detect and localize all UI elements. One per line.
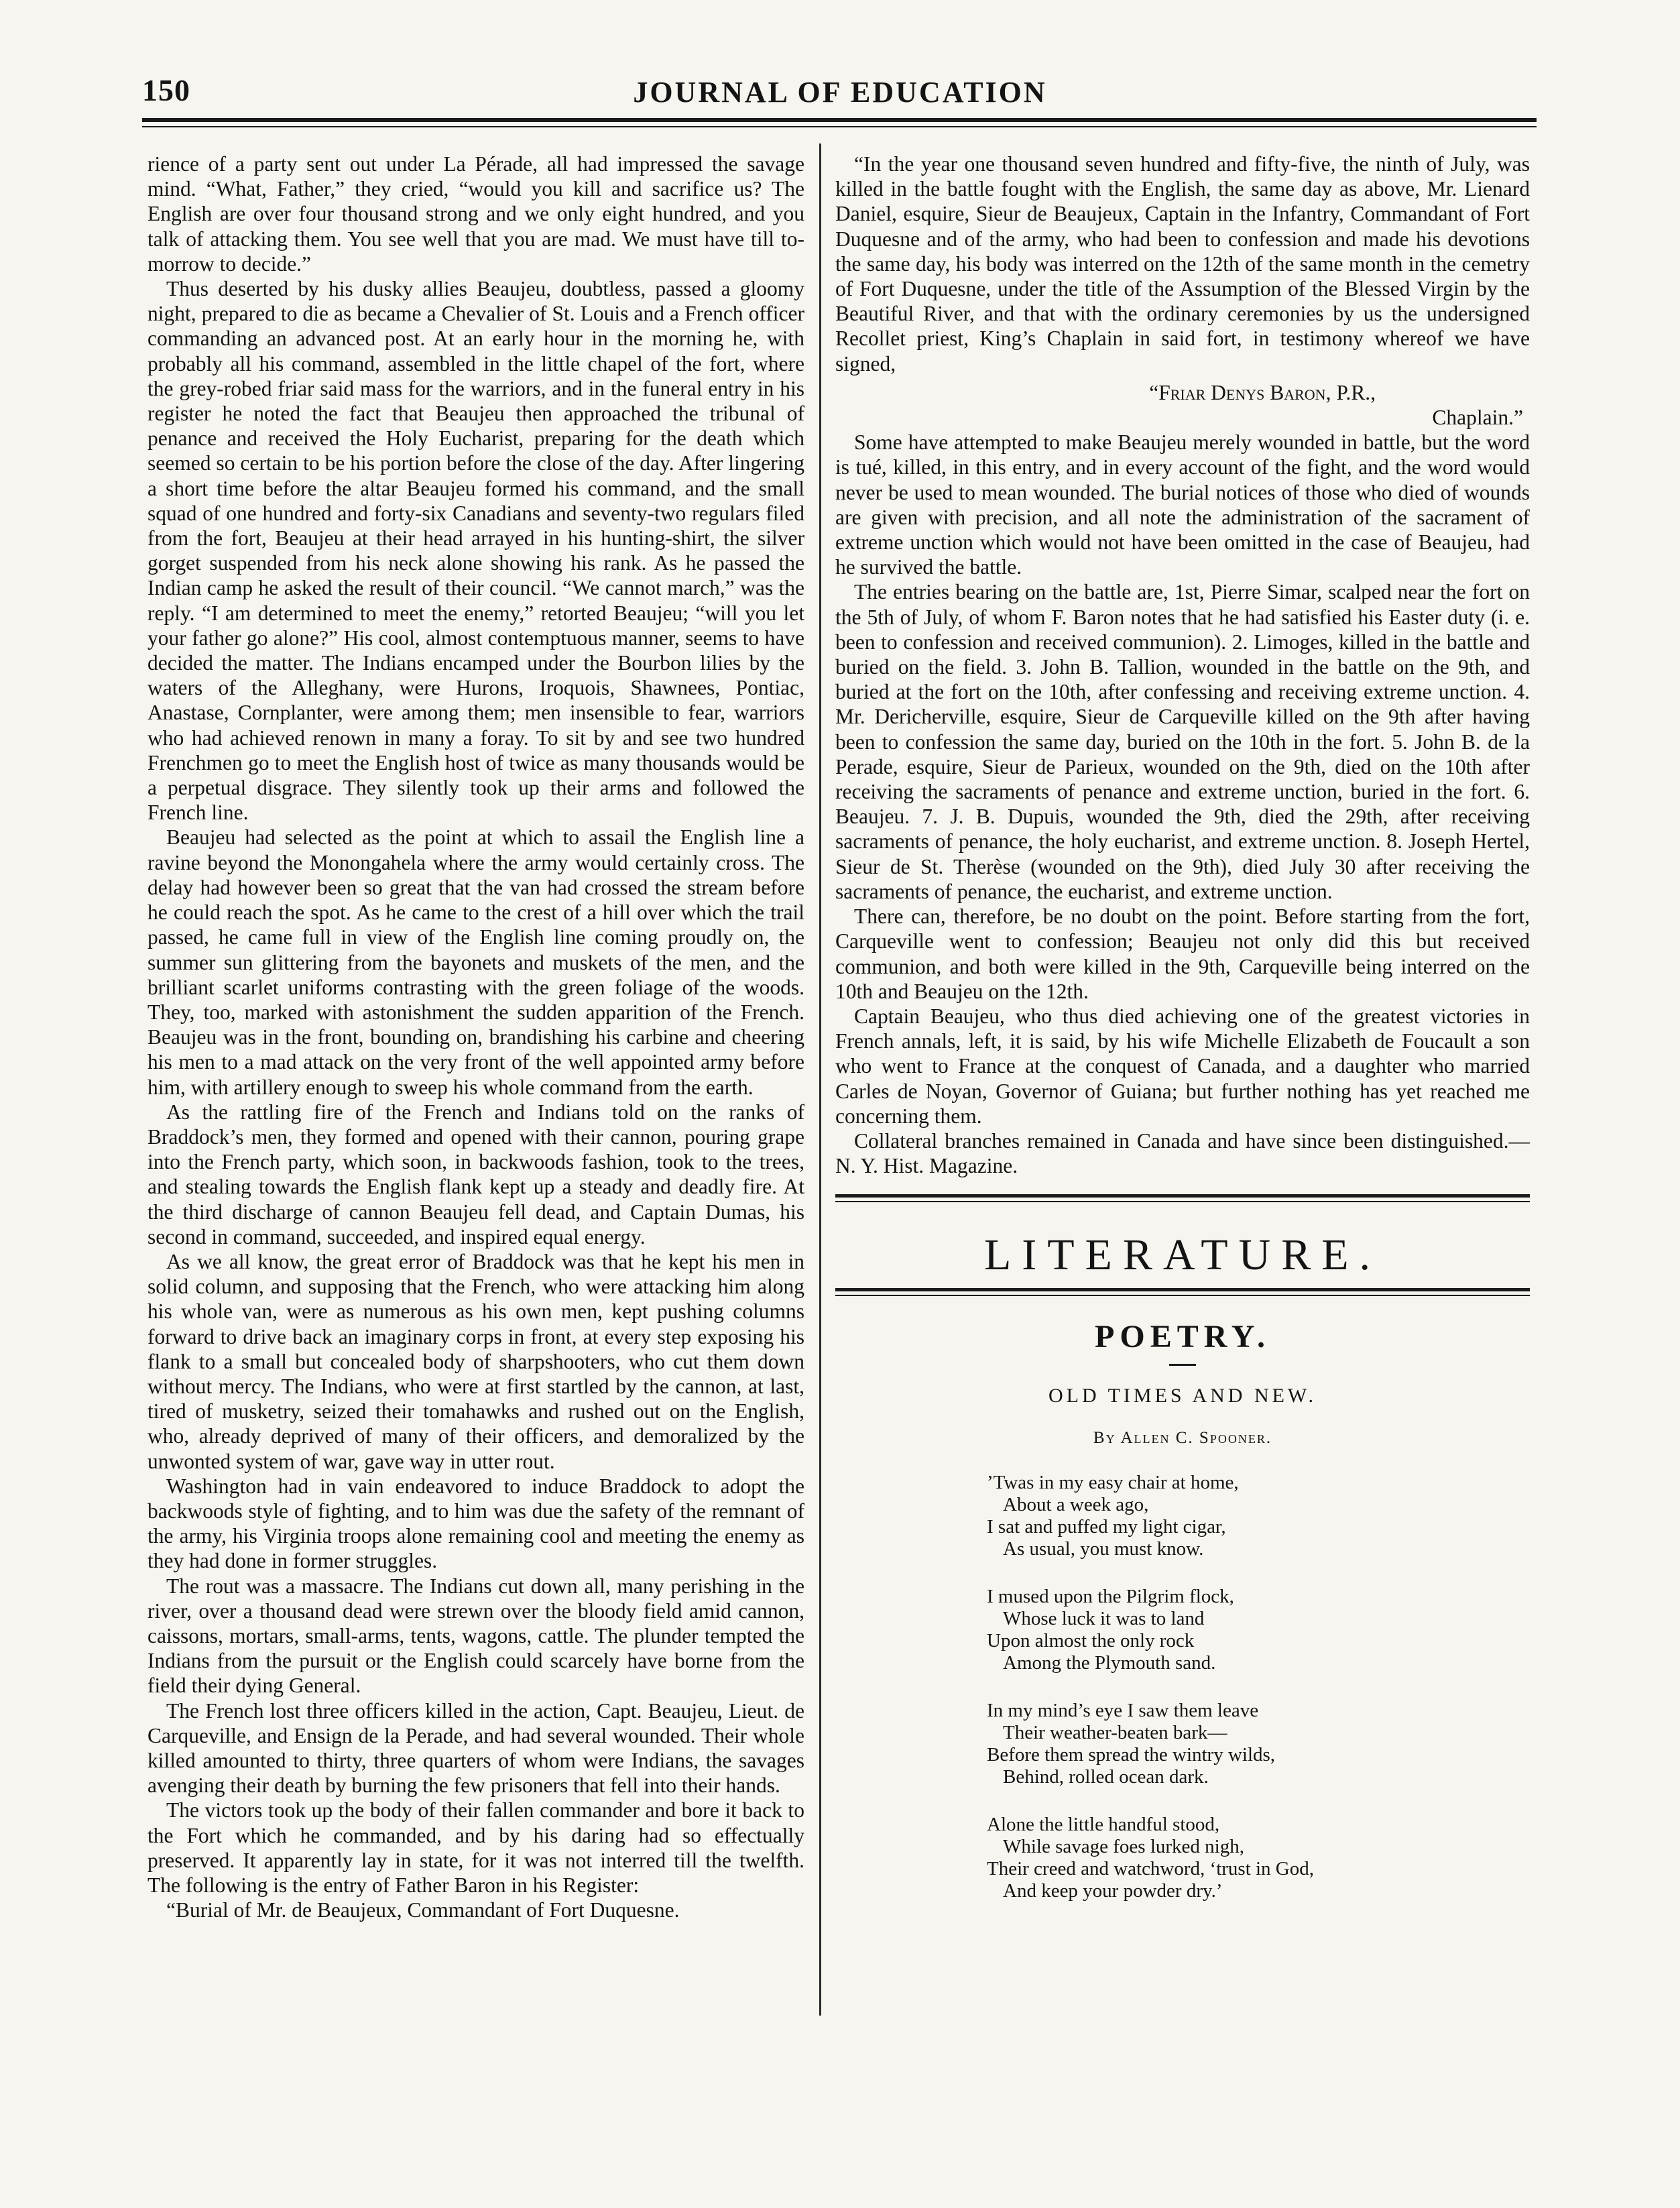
verse-line: I sat and puffed my light cigar, xyxy=(987,1516,1226,1538)
short-rule xyxy=(1169,1364,1196,1366)
register-entry: “In the year one thousand seven hundred and fifty-five, the ninth of July, was killed in the battle fought with the English, the same day as above, Mr. Lienard Daniel, esquire, Sieur de Beaujeux, Captain in the Infantry, Commandant of Fort Duquesne and of the army, who had been to confession and made his devotions the same day, his body was interred on the 12th of the same month in the cemetry of Fort Duquesne, under the title of the Assumption of the Blessed Virgin by the Beautiful River, and that with the ordinary ceremonies by us the undersigned Recollet priest, King’s Chaplain in said fort, in testimony whereof we have signed, xyxy=(835,152,1530,375)
verse-line: As usual, you must know. xyxy=(1003,1538,1204,1560)
paragraph: The victors took up the body of their fallen commander and bore it back to the Fort which he commanded, and by his daring had so effectually preserved. It apparently lay in state, for it was not interred till the twelfth. The following is the entry of Father Baron in his Register: xyxy=(147,1798,804,1898)
paragraph: rience of a party sent out under La Pérade, all had impressed the savage mind. “What, Father,” they cried, “would you kill and sacrifice us? The English are over four thousand strong and we only eight hundred, and you talk of attacking them. You see well that you are mad. We must have till to-morrow to decide.” xyxy=(147,152,804,276)
section-rule xyxy=(835,1201,1530,1202)
section-rule xyxy=(835,1194,1530,1198)
paragraph: The rout was a massacre. The Indians cut down all, many perishing in the river, over a thousand dead were strewn over the bloody field amid cannon, caissons, mortars, small-arms, tents, wagons, cattle. The plunder tempted the Indians from the pursuit or the English could scarcely have borne from the field their dying General. xyxy=(147,1574,804,1698)
stanza xyxy=(987,1814,1530,1902)
header-rule-thick xyxy=(142,118,1537,122)
signature-name: “Friar Denys Baron, P.R., xyxy=(1149,380,1376,404)
running-head-title: JOURNAL OF EDUCATION xyxy=(633,76,1047,109)
verse-line: Upon almost the only rock xyxy=(987,1630,1195,1652)
verse-line: Alone the little handful stood, xyxy=(987,1814,1220,1836)
section-rule xyxy=(835,1288,1530,1291)
verse-line: About a week ago, xyxy=(1003,1494,1149,1516)
register-heading: “Burial of Mr. de Beaujeux, Commandant of Fort Duquesne. xyxy=(166,1898,680,1922)
stanza xyxy=(987,1700,1530,1788)
poem-author: By Allen C. Spooner. xyxy=(1093,1428,1272,1447)
column-divider xyxy=(819,143,821,2016)
stanza xyxy=(987,1472,1530,1560)
page-number: 150 xyxy=(142,73,190,107)
verse-line: Their weather-beaten bark— xyxy=(1003,1722,1227,1744)
paragraph: There can, therefore, be no doubt on the point. Before starting from the fort, Carqueville went to confession; Beaujeu not only did this but received communion, and both were killed in the 9th, Carqueville being interred on the 10th and Beaujeu on the 12th. xyxy=(835,905,1530,1003)
paragraph: Thus deserted by his dusky allies Beaujeu, doubtless, passed a gloomy night, prepared to die as became a Chevalier of St. Louis and a French officer commanding an advanced post. At an early hour in the morning he, with probably all his command, assembled in the little chapel of the fort, where the grey-robed friar said mass for the warriors, and in the funeral entry in his register he noted the fact that Beaujeu then approached the tribunal of penance and received the Holy Eucharist, preparing for the death which seemed so certain to be his portion before the close of the day. After lingering a short time before the altar Beaujeu formed his command, and the small squad of one hundred and forty-six Canadians and seventy-two regulars filed from the fort, Beaujeu at their head arrayed in his hunting-shirt, the silver gorget suspended from his neck alone showing his rank. As he passed the Indian camp he asked the result of their council. “We cannot march,” was the reply. “I am determined to meet the enemy,” retorted Beaujeu; “will you let your father go alone?” His cool, almost contemptuous manner, seems to have decided the matter. The Indians encamped under the Bourbon lilies by the waters of the Alleghany, were Hurons, Iroquois, Shawnees, Pontiac, Anastase, Cornplanter, were among them; men insensible to fear, warriors who had achieved renown in many a foray. To sit by and see two hundred Frenchmen go to meet the English host of twice as many thousands would be a perpetual disgrace. They silently took up their arms and followed the French line. xyxy=(147,277,804,825)
verse-line: Behind, rolled ocean dark. xyxy=(1003,1766,1209,1788)
verse-line: I mused upon the Pilgrim flock, xyxy=(987,1586,1234,1608)
verse-line: While savage foes lurked nigh, xyxy=(1003,1836,1244,1858)
paragraph: The entries bearing on the battle are, 1st, Pierre Simar, scalped near the fort on the 5th of July, of whom F. Baron notes that he had satisfied his Easter duty (i. e. been to confession and received communion). 2. Limoges, killed in the battle and buried on the field. 3. John B. Tallion, wounded in the battle on the 9th, and buried at the fort on the 10th, after confessing and receiving extreme unction. 4. Mr. Dericherville, esquire, Sieur de Carqueville killed on the 9th after having been to confession the same day, buried on the 10th in the fort. 5. John B. de la Perade, esquire, Sieur de Parieux, wounded on the 9th, died on the 10th after receiving the sacraments of penance and extreme unction, buried in the fort. 6. Beaujeu. 7. J. B. Dupuis, wounded the 9th, died the 29th, after receiving sacraments of penance, the holy eucharist, and extreme unction. 8. Joseph Hertel, Sieur de St. Therèse (wounded on the 9th), died July 30 after receiving the sacraments of penance, the eucharist, and extreme unction. xyxy=(835,580,1530,903)
paragraph: The French lost three officers killed in the action, Capt. Beaujeu, Lieut. de Carqueville, and Ensign de la Perade, and had several wounded. Their whole killed amounted to thirty, three quarters of whom were Indians, the savages avenging their death by burning the few prisoners that fell into their hands. xyxy=(147,1698,804,1798)
stanza xyxy=(987,1586,1530,1674)
verse-line: And keep your powder dry.’ xyxy=(1003,1880,1223,1902)
left-column xyxy=(147,152,804,1922)
subsection-heading-poetry: POETRY. xyxy=(1095,1318,1270,1354)
paragraph: Collateral branches remained in Canada and have since been distinguished.—N. Y. Hist. Magazine. xyxy=(835,1128,1530,1178)
signature xyxy=(835,380,1523,430)
verse-line: ’Twas in my easy chair at home, xyxy=(987,1472,1239,1494)
verse-line: In my mind’s eye I saw them leave xyxy=(987,1700,1259,1722)
verse-line: Among the Plymouth sand. xyxy=(1003,1652,1216,1674)
paragraph: Beaujeu had selected as the point at which to assail the English line a ravine beyond the Monongahela where the army would certainly cross. The delay had however been so great that the van had crossed the stream before he could reach the spot. As he came to the crest of a hill over which the trail passed, he came full in view of the English line coming proudly on, the summer sun glittering from the bayonets and muskets of the men, and the brilliant scarlet uniforms contrasting with the green foliage of the woods. They, too, marked with astonishment the sudden apparition of the French. Beaujeu was in the front, bounding on, brandishing his carbine and cheering his men to a mad attack on the very front of the well appointed army before him, with artillery enough to sweep his whole command from the earth. xyxy=(147,825,804,1099)
verse-line: Before them spread the wintry wilds, xyxy=(987,1744,1276,1766)
paragraph: Washington had in vain endeavored to induce Braddock to adopt the backwoods style of fighting, and to him was due the safety of the remnant of the army, his Virginia troops alone remaining cool and meeting the enemy as they had done in former struggles. xyxy=(147,1474,804,1573)
poem xyxy=(987,1472,1530,1902)
right-column xyxy=(835,152,1530,1928)
paragraph: As the rattling fire of the French and Indians told on the ranks of Braddock’s men, they formed and opened with their cannon, pouring grape into the French party, which soon, in backwoods fashion, took to the trees, and stealing towards the English flank kept up a steady and deadly fire. At the third discharge of cannon Beaujeu fell dead, and Captain Dumas, his second in command, succeeded, and inspired equal energy. xyxy=(147,1100,804,1248)
verse-line: Their creed and watchword, ‘trust in God, xyxy=(987,1858,1315,1880)
paragraph: Captain Beaujeu, who thus died achieving one of the greatest victories in French annals, left, it is said, by his wife Michelle Elizabeth de Foucault a son who went to France at the conquest of Canada, and a daughter who married Carles de Noyan, Governor of Guiana; but further nothing has yet reached me concerning them. xyxy=(835,1004,1530,1128)
signature-title: Chaplain.” xyxy=(1432,406,1523,430)
section-heading-literature: LITERATURE. xyxy=(983,1230,1382,1280)
poem-title: OLD TIMES AND NEW. xyxy=(1048,1384,1317,1407)
section-rule xyxy=(835,1295,1530,1296)
paragraph: As we all know, the great error of Braddock was that he kept his men in solid column, and supposing that the French, who were attacking him along his whole van, were as numerous as his own men, kept pushing columns forward to drive back an imaginary corps in front, at every step exposing his flank to a small but concealed body of sharpshooters, who cut them down without mercy. The Indians, who were at first startled by the cannon, at last, tired of musketry, seized their tomahawks and rushed out on the English, who, already deprived of many of their officers, and demoralized by the unwonted system of war, gave way in utter rout. xyxy=(147,1249,804,1473)
verse-line: Whose luck it was to land xyxy=(1003,1608,1205,1630)
header-rule-thin xyxy=(142,126,1537,127)
paragraph: Some have attempted to make Beaujeu merely wounded in battle, but the word is tué, killed, in this entry, and in every account of the fight, and the word would never be used to mean wounded. The burial notices of those who died of wounds are given with precision, and all note the administration of the sacrament of extreme unction which would not have been omitted in the case of Beaujeu, had he survived the battle. xyxy=(835,430,1530,579)
